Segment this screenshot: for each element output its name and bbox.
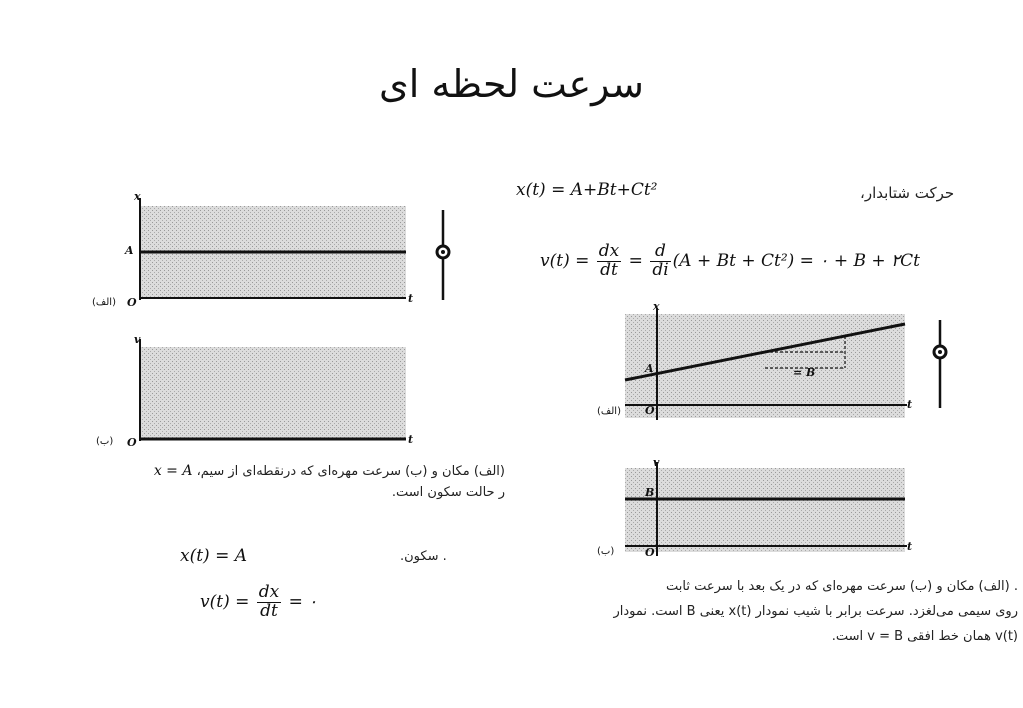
line-label: A — [125, 244, 134, 257]
plot-tag: (ب) — [96, 436, 114, 447]
left-rest-label: . سکون. — [400, 549, 447, 564]
x-axis-label: t — [907, 540, 913, 553]
right-eq-v: v(t) = $\frac{dx}{dt}$ = $\frac{d}{di}$ (A + Bt + Ct²) = ۰ + B + ۲Ct — [540, 241, 921, 280]
left-caption-line1: (الف) مکان و (ب) سرعت مهره‌ای که درنقطه‌ای از سیم، — [196, 464, 505, 479]
right-eq-x: x(t) = A+Bt+Ct² — [516, 180, 658, 200]
plot-shaded-area — [140, 347, 406, 439]
left-caption-line2: ر حالت سکون است. — [391, 485, 505, 500]
derivative-fraction-1: $\frac{dx}{dt}$ — [598, 241, 620, 280]
left-caption-math: x = A — [153, 463, 193, 479]
x-axis-label: t — [907, 398, 913, 411]
x-axis-label: t — [408, 433, 414, 446]
plot-tag: (ب) — [597, 546, 615, 557]
right-caption — [500, 574, 1018, 649]
y-axis-label: v — [134, 333, 141, 346]
derivative-fraction: $\frac{dx}{dt}$ — [258, 582, 280, 621]
page-title: سرعت لحظه ای — [379, 62, 644, 106]
plot-shaded-area — [625, 468, 905, 552]
origin-label: O — [127, 436, 137, 449]
eq-v-rest: (A + Bt + Ct²) = ۰ + B + ۲Ct — [672, 250, 921, 271]
derivative-fraction-2: $\frac{d}{di}$ — [652, 241, 669, 280]
right-position-plot — [595, 300, 965, 430]
origin-label: O — [127, 296, 137, 309]
y-axis-label: v — [653, 456, 660, 469]
origin-label: O — [645, 546, 655, 559]
right-caption-line3: v(t) همان خط افقی v = B است. — [831, 629, 1018, 644]
plot-tag: (الف) — [597, 406, 621, 417]
slope-label: = B — [793, 366, 816, 379]
plot-shaded-area — [625, 314, 905, 418]
left-caption — [20, 463, 505, 500]
y-axis-label: x — [134, 190, 141, 203]
right-caption-line2: روی سیمی می‌لغزد. سرعت برابر با شیب نمودار x(t) یعنی B است. نمودار — [613, 604, 1018, 619]
eq-v-rhs: = ۰ — [288, 591, 318, 612]
left-eq-v — [200, 584, 317, 621]
y-axis-label: x — [653, 300, 660, 313]
right-caption-line1: . (الف) مکان و (ب) سرعت مهره‌ای که در یک بعد با سرعت ثابت — [666, 579, 1018, 594]
right-heading: حرکت شتابدار، — [860, 184, 955, 202]
right-velocity-plot — [595, 456, 925, 562]
left-velocity-plot-svg — [88, 333, 428, 451]
left-eq-x: x(t) = A — [180, 546, 248, 566]
plot-tag: (الف) — [92, 297, 116, 308]
x-axis-label: t — [408, 292, 414, 305]
eq-v-lhs: v(t) = — [200, 591, 250, 612]
eq-v-lhs: v(t) = — [540, 250, 590, 271]
left-position-plot — [88, 190, 468, 320]
line-label: B — [645, 486, 655, 499]
origin-label: O — [645, 404, 655, 417]
left-velocity-plot — [88, 333, 428, 451]
line-label: A — [645, 362, 654, 375]
